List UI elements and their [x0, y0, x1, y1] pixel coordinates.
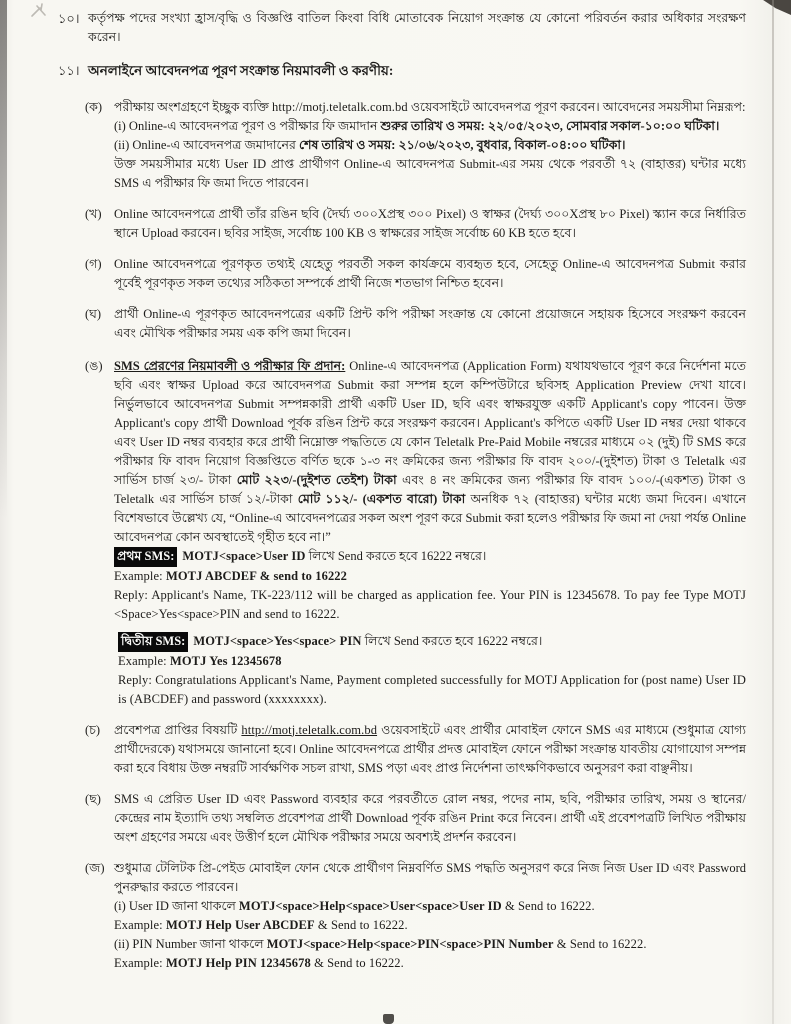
section-cha-text — [114, 721, 746, 778]
section-chha-text: SMS এ প্রেরিত User ID এবং Password ব্যবহার করে পরবর্তীতে রোল নম্বর, পদের নাম, ছবি, পরীক্ষার তারিখ, সময় ও স্থানের/কেন্দ্রের নাম ইত্যাদি তথ্য সম্বলিত প্রবেশপত্র প্রার্থী Download পূর্বক রঙিন Print করে নিবেন। প্রার্থী এই প্রবেশপত্রটি লিখিত পরীক্ষায় অংশ গ্রহণের সময়ে এবং উত্তীর্ণ হলে মৌখিক পরীক্ষার সময়ে অবশ্যই প্রদর্শন করবেন। — [114, 791, 746, 844]
section-gha-text: প্রার্থী Online-এ পূরণকৃত আবেদনপত্রের একটি প্রিন্ট কপি পরীক্ষা সংক্রান্ত যে কোনো প্রয়োজনে সহায়ক হিসেবে সংরক্ষণ করবেন এবং মৌখিক পরীক্ষার সময় এক কপি জমা দিবেন। — [114, 306, 746, 340]
ja-ii-example-text: MOTJ Help PIN 12345678 — [165, 955, 311, 970]
uma-body-3: অনধিক ৭২ (বাহাত্তর) ঘন্টার মধ্যে জমা দিবেন। এখানে বিশেষভাবে উল্লেখ্য যে, “Online-এ আবেদনপত্রের সকল অংশ পূরণ করে Submit করা হলেও পরীক্ষার ফি জমা না দেয়া পর্যন্ত Online আবেদনপত্র কোন অবস্থাতেই গৃহীত হবে না।” — [114, 491, 746, 544]
section-ka-label: (ক) — [85, 99, 103, 114]
ja-ii-example-tail: & Send to 16222. — [310, 955, 404, 970]
ja-line-i-example — [114, 916, 746, 935]
section-ka-closing: উক্ত সময়সীমার মধ্যে User ID প্রাপ্ত প্রার্থীগণ Online-এ আবেদনপত্র Submit-এর সময় থেকে পরবর্তী ৭২ (বাহাত্তর) ঘন্টার মধ্যে SMS এ পরীক্ষার ফি জমা দিতে পারবেন। — [114, 156, 746, 190]
page-number-mark — [383, 1014, 394, 1024]
uma-total-fee-1: মোট ২২৩/-(দুইশত তেইশ) টাকা — [236, 472, 397, 487]
ja-line-ii — [114, 935, 746, 954]
section-kha-label: (খ) — [85, 206, 102, 221]
section-uma-label: (ঙ) — [85, 358, 103, 373]
clause-10-text: কর্তৃপক্ষ পদের সংখ্যা হ্রাস/বৃদ্ধি ও বিজ্ঞপ্তি বাতিল কিংবা বিধি মোতাবেক নিয়োগ সংক্রান্ত যে কোনো পরিবর্তন করার অধিকার সংরক্ষণ করেন। — [88, 11, 746, 44]
example-label: Example: — [114, 568, 166, 583]
ka-line-ii-pre: (ii) Online-এ আবেদনপত্র জমাদানের — [114, 137, 300, 152]
ka-line-i-pre: (i) Online-এ আবেদনপত্র পূরণ ও পরীক্ষার ফি জমাদান — [114, 118, 381, 133]
first-sms-block — [85, 547, 746, 624]
first-sms-tail: লিখে Send করতে হবে 16222 নম্বরে। — [305, 548, 487, 563]
second-sms-line — [118, 632, 746, 652]
section-kha — [85, 205, 746, 243]
uma-heading: SMS প্রেরণের নিয়মাবলী ও পরীক্ষার ফি প্রদান: — [114, 358, 346, 373]
uma-body-2: এবং ৪ নং ক্রমিকের জন্য পরীক্ষার ফি বাবদ ১০০/-(একশত) টাকা ও Teletalk এর সার্ভিস চার্জ ১২/-টাকা — [114, 472, 746, 506]
uma-body-1: Online-এ আবেদনপত্র (Application Form) যথাযথভাবে পূরণ করে নির্দেশনা মতে ছবি এবং স্বাক্ষর Upload করে আবেদনপত্র Submit করা সম্পন্ন হলে কম্পিউটারে ছবিসহ Application Preview দেখা যাবে। নির্ভুলভাবে আবেদনপত্র Submit সম্পন্নকারী প্রার্থী একটি User ID, ছবি এবং স্বাক্ষরযুক্ত একটি Applicant's copy পাবেন। উক্ত Applicant's copy প্রার্থী Download পূর্বক রঙিন প্রিন্ট করে সংরক্ষণ করবেন। Applicant's কপিতে একটি User ID নম্বর দেয়া থাকবে এবং User ID নম্বর ব্যবহার করে প্রার্থী নিম্নোক্ত পদ্ধতিতে যে কোন Teletalk Pre-Paid Mobile নম্বরের মাধ্যমে ০২ (দুই) টি SMS করে পরীক্ষার ফি বাবদ নিয়োগ বিজ্ঞপ্তিতে বর্ণিত ছকে ১-৩ নং ক্রমিকের জন্য পরীক্ষার ফি বাবদ ২০০/-(দুইশত) টাকা ও Teletalk এর সার্ভিস চার্জ ২৩/- টাকা — [114, 358, 746, 487]
second-sms-command: MOTJ<space>Yes<space> PIN — [193, 633, 362, 648]
clause-11 — [58, 61, 746, 82]
section-cha — [85, 721, 746, 778]
clause-11-number: ১১। — [58, 63, 80, 78]
section-kha-text: Online আবেদনপত্রে প্রার্থী তাঁর রঙিন ছবি (দৈর্ঘ্য ৩০০Xপ্রস্থ ৩০০ Pixel) ও স্বাক্ষর (দৈর্ঘ্য ৩০০Xপ্রস্থ ৮০ Pixel) স্ক্যান করে নির্ধারিত স্থানে Upload করবেন। ছবির সাইজ, সর্বোচ্চ 100 KB ও স্বাক্ষরের সাইজ সর্বোচ্চ 60 KB হতে হবে। — [114, 206, 746, 240]
ja-line-ii-example — [114, 954, 746, 973]
section-uma — [85, 357, 746, 547]
ja-i-pre: (i) User ID জানা থাকলে — [114, 898, 239, 913]
first-sms-command: MOTJ<space>User ID — [182, 548, 306, 563]
section-ga-label: (গ) — [85, 256, 102, 271]
ja-i-example-tail: & Send to 16222. — [314, 917, 408, 932]
section-ka — [85, 98, 746, 193]
first-sms-line — [114, 547, 746, 567]
section-ga-text: Online আবেদনপত্রে পূরণকৃত তথ্যই যেহেতু পরবর্তী সকল কার্যক্রমে ব্যবহৃত হবে, সেহেতু Online-এ আবেদনপত্র Submit করার পূর্বেই পূরণকৃত সকল তথ্যের সঠিকতা সম্পর্কে প্রার্থী নিজে শতভাগ নিশ্চিত হবেন। — [114, 256, 746, 290]
section-chha-label: (ছ) — [85, 791, 101, 806]
application-url-text: http://motj.teletalk.com.bd — [272, 99, 408, 114]
section-ja-label: (জ) — [85, 860, 105, 875]
ka-intro-pre: পরীক্ষায় অংশগ্রহণে ইচ্ছুক ব্যক্তি — [114, 99, 273, 114]
cha-post: ওয়েবসাইটে এবং প্রার্থীর মোবাইল ফোনে SMS এর মাধ্যমে (শুধুমাত্র যোগ্য প্রার্থীদেরকে) যথাসময়ে জানানো হবে। Online আবেদনপত্রে প্রার্থীর প্রদত্ত মোবাইল ফোনে পরীক্ষা সংক্রান্ত যাবতীয় যোগাযোগ সম্পন্ন করা হবে বিধায় উক্ত নম্বরটি সার্বক্ষণিক সচল রাখা, SMS পড়া এবং প্রাপ্ত নির্দেশনা তাৎক্ষণিকভাবে অনুসরণ করা বাঞ্ছনীয়। — [114, 722, 746, 775]
ja-i-command: MOTJ<space>Help<space>User<space>User ID — [238, 898, 502, 913]
ka-start-datetime: শুরুর তারিখ ও সময়: ২২/০৫/২০২৩, সোমবার সকাল-১০:০০ ঘটিকা। — [380, 118, 720, 133]
first-sms-badge: প্রথম SMS: — [114, 547, 177, 567]
clause-10-number: ১০। — [58, 11, 80, 26]
ja-ii-pre: (ii) PIN Number জানা থাকলে — [114, 936, 267, 951]
clause-11-heading: অনলাইনে আবেদনপত্র পূরণ সংক্রান্ত নিয়মাবলী ও করণীয়: — [88, 63, 394, 78]
section-ja-text — [114, 859, 746, 973]
section-gha-label: (ঘ) — [85, 306, 102, 321]
section-cha-label: (চ) — [85, 722, 101, 737]
section-ka-intro — [114, 98, 746, 117]
ja-ii-command: MOTJ<space>Help<space>PIN<space>PIN Number — [266, 936, 554, 951]
first-sms-example — [114, 567, 746, 586]
clause-10 — [58, 9, 746, 47]
example-label: Example: — [118, 653, 170, 668]
section-gha — [85, 305, 746, 343]
ja-i-example-text: MOTJ Help User ABCDEF — [165, 917, 315, 932]
ja-intro: শুধুমাত্র টেলিটক প্রি-পেইড মোবাইল ফোন থেকে প্রার্থীগণ নিম্নবর্ণিত SMS পদ্ধতি অনুসরণ করে নিজ নিজ User ID এবং Password পুনরুদ্ধার করতে পারবেন। — [114, 860, 746, 894]
second-sms-example — [118, 652, 746, 671]
second-sms-tail: লিখে Send করতে হবে 16222 নম্বরে। — [361, 633, 543, 648]
example-label: Example: — [114, 955, 166, 970]
first-sms-reply: Reply: Applicant's Name, TK-223/112 will be charged as application fee. Your PIN is 12345678. To pay fee Type MOTJ <Space>Yes<space>PIN and send to 16222. — [114, 587, 746, 621]
section-ka-line-i — [114, 117, 746, 136]
section-chha — [85, 790, 746, 847]
admit-card-url-text: http://motj.teletalk.com.bd — [241, 722, 378, 737]
second-sms-badge: দ্বিতীয় SMS: — [118, 632, 188, 652]
section-ga — [85, 255, 746, 293]
section-ka-line-ii — [114, 136, 746, 155]
ka-end-datetime: শেষ তারিখ ও সময়: ২১/০৬/২০২৩, বুধবার, বিকাল-০৪:০০ ঘটিকা। — [299, 137, 626, 152]
ja-i-tail: & Send to 16222. — [501, 898, 595, 913]
second-sms-reply: Reply: Congratulations Applicant's Name, Payment completed successfully for MOTJ Application for (post name) User ID is (ABCDEF) and password (xxxxxxxx). — [118, 672, 746, 706]
cha-pre: প্রবেশপত্র প্রাপ্তির বিষয়টি — [114, 722, 242, 737]
example-label: Example: — [114, 917, 166, 932]
section-uma-text — [114, 357, 746, 547]
first-sms-example-text: MOTJ ABCDEF & send to 16222 — [165, 568, 348, 583]
ka-intro-post: ওয়েবসাইটে আবেদনপত্র পূরণ করবেন। আবেদনের সময়সীমা নিম্নরূপ: — [407, 99, 746, 114]
section-ka-text — [114, 98, 746, 193]
second-sms-example-text: MOTJ Yes 12345678 — [169, 653, 282, 668]
ja-ii-tail: & Send to 16222. — [553, 936, 647, 951]
second-sms-block — [85, 632, 746, 709]
ja-line-i — [114, 897, 746, 916]
section-ja — [85, 859, 746, 973]
uma-total-fee-2: মোট ১১২/- (একশত বারো) টাকা — [297, 491, 466, 506]
